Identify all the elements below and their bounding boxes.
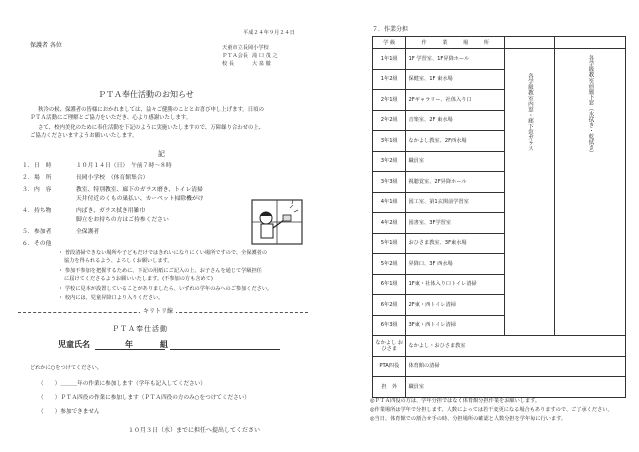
table-row: 5年1組 おひさま教室、3F東水場 — [373, 233, 626, 254]
grade-label: 年 — [125, 340, 133, 349]
item-belongings: ４．持ち物 内ばき、ガラス拭き用雑巾 — [22, 208, 146, 214]
school-name: 天童市立長岡小学校 — [222, 45, 269, 51]
header-place: 作 業 場 所 — [406, 37, 505, 49]
table-row: なかよし おひさま なかよし・おひさま教室 — [373, 336, 626, 357]
table-row: 1年2組 保健室、1F 東水場 — [373, 69, 626, 90]
right-page — [320, 0, 639, 452]
intro-line-1: 秋冷の候、保護者の皆様におかれましては、益々ご健勝のこととお喜び申し上げます。日頃の — [38, 107, 264, 113]
intro-line-3: さて、校内美化のために奉仕活動を下記のように実施いたしますので、万障繰り合わせの上、 — [38, 125, 265, 131]
item-datetime: １．日 時 １０月１４日（日） 午前７時～８時 — [22, 163, 172, 169]
header-grade: 学 級 — [373, 37, 406, 49]
table-row: 5年2組 昇降口、3F 西水場 — [373, 254, 626, 275]
note-2-cont: に届けてくださるようお願いいたします。(不参加の方も含めて) — [64, 276, 213, 282]
item-participants: ５．参加者 全保護者 — [22, 229, 100, 235]
choose-instruction: どれかに○をつけてください。 — [30, 365, 102, 371]
submission-deadline: １０月３日（水）までに担任へ提出してください — [128, 427, 261, 434]
table-row: 4年2組 図書室、3F学習室 — [373, 213, 626, 234]
option-not-participate[interactable]: （ ）参加できません — [38, 409, 100, 415]
table-row: 6年3組 3F東・西トイレ清掃 — [373, 315, 626, 336]
principal-title: 校 長 — [222, 61, 235, 67]
notice-title: ＰＴＡ奉仕活動のお知らせ — [98, 90, 194, 99]
document-date: 平成２４年９月２４日 — [243, 30, 295, 36]
note-2: ・ 参加不参加を把握するために、下記の用紙にご記入の上、お子さんを通じて学級担任 — [58, 268, 262, 274]
table-row: 6年1組 1F東・社体入り口トイレ清掃 — [373, 274, 626, 295]
table-row: 2年1組 2Fギャラリー、社体入り口 — [373, 90, 626, 111]
table-row: 1年1組 1F 学習室、1F昇降ホール 各学級教室内窓・廊下窓ガラス 各学級教室前廊下窓（水拭き・乾拭き） — [373, 49, 626, 70]
table-row: PTA四役 体育館の清掃 — [373, 356, 626, 377]
left-page — [0, 0, 319, 452]
vertical-cell-corridor-windows — [554, 49, 625, 336]
option-participate-pta[interactable]: （ ）ＰＴＡ四役の作業に参加します（ＰＴＡ四役の方のみ○をつけてください） — [38, 395, 250, 401]
table-header-row — [373, 37, 626, 49]
note-3: ・ 学校に見本が設置していることがありましたら、いずれの学年のみへのご参加ください。 — [58, 286, 273, 292]
pta-president-name: 滝 口 茂 之 — [252, 53, 278, 59]
table-row: 3年2組 職員室 — [373, 151, 626, 172]
class-label: 組 — [160, 340, 168, 349]
note-1: ・ 普段清掃できない場所や子どもだけではきれいになりにくい場所ですので、全保護者の — [58, 250, 268, 256]
duty-note-2: ◎作業場所は学年で分担します。人数によっては若干変更になる場合もありますので、ご了承ください。 — [370, 407, 613, 413]
principal-name: 大 泉 徹 — [252, 61, 271, 67]
duty-note-1: ◎ＰＴＡ四役の方は、学年分担ではなく体育館分担作業をお願いします。 — [370, 398, 541, 404]
section-heading: ７．作業分担 — [372, 26, 409, 33]
table-row: 6年2組 2F東・西トイレ清掃 — [373, 295, 626, 316]
student-name-label: 児童氏名 — [58, 340, 90, 349]
vertical-cell-window-glass — [504, 49, 554, 336]
item-content: ３．内 容 教室、特別教室、廊下のガラス磨き、トイレ清掃 — [22, 187, 203, 193]
vertical-text-window-glass: 各学級教室内窓・廊下窓ガラス — [526, 73, 533, 152]
cleaning-illustration — [250, 198, 306, 250]
form-title: ＰＴＡ奉仕活動 — [112, 325, 168, 333]
duty-table — [372, 36, 626, 398]
item-place: ２．場 所 長岡小学校 （体育館集合） — [22, 175, 149, 181]
table-row: 2年2組 音楽室、2F 東水場 — [373, 110, 626, 131]
intro-line-2: ＰＴＡ活動にご理解とご協力をいただき、心より感謝いたします。 — [30, 115, 192, 121]
note-4: ・ 校内には、児童昇降口より入りください。 — [58, 295, 164, 301]
name-write-line — [170, 349, 280, 350]
duty-note-3: ◎当日、体育館での割合せ手の時、分担場所の確認と人数分担を学年毎に行います。 — [370, 416, 567, 422]
item-other: ６．その他 — [22, 241, 52, 247]
table-row: 3年3組 視聴覚室、2F昇降ホール — [373, 172, 626, 193]
pta-president-title: ＰＴＡ会長 — [222, 53, 248, 59]
ki-heading: 記 — [158, 150, 165, 158]
table-row: 3年1組 なかよし教室、2F西水場 — [373, 131, 626, 152]
item-content-cont: 天井付近のくもの巣払い、カーペット掃除機がけ — [76, 196, 204, 202]
addressee: 保護者 各位 — [30, 42, 62, 49]
table-row: 担 外 職員室 — [373, 377, 626, 398]
note-1-cont: 協力を得られるよう、よろしくお願いします。 — [64, 258, 173, 264]
cut-line-label: キリトリ線 — [140, 308, 176, 316]
option-participate-grade[interactable]: （ ）＿＿＿年の作業に参加します（学年も記入してください） — [38, 381, 206, 387]
table-row: 4年1組 図工室、第1玄関前学習室 — [373, 192, 626, 213]
vertical-text-corridor-windows: 各学級教室前廊下窓（水拭き・乾拭き） — [587, 55, 594, 156]
intro-line-4: ご協力くださいますようお願いいたします。 — [30, 133, 138, 139]
item-belongings-cont: 脚立をお持ちの方はご持参ください — [76, 217, 169, 223]
